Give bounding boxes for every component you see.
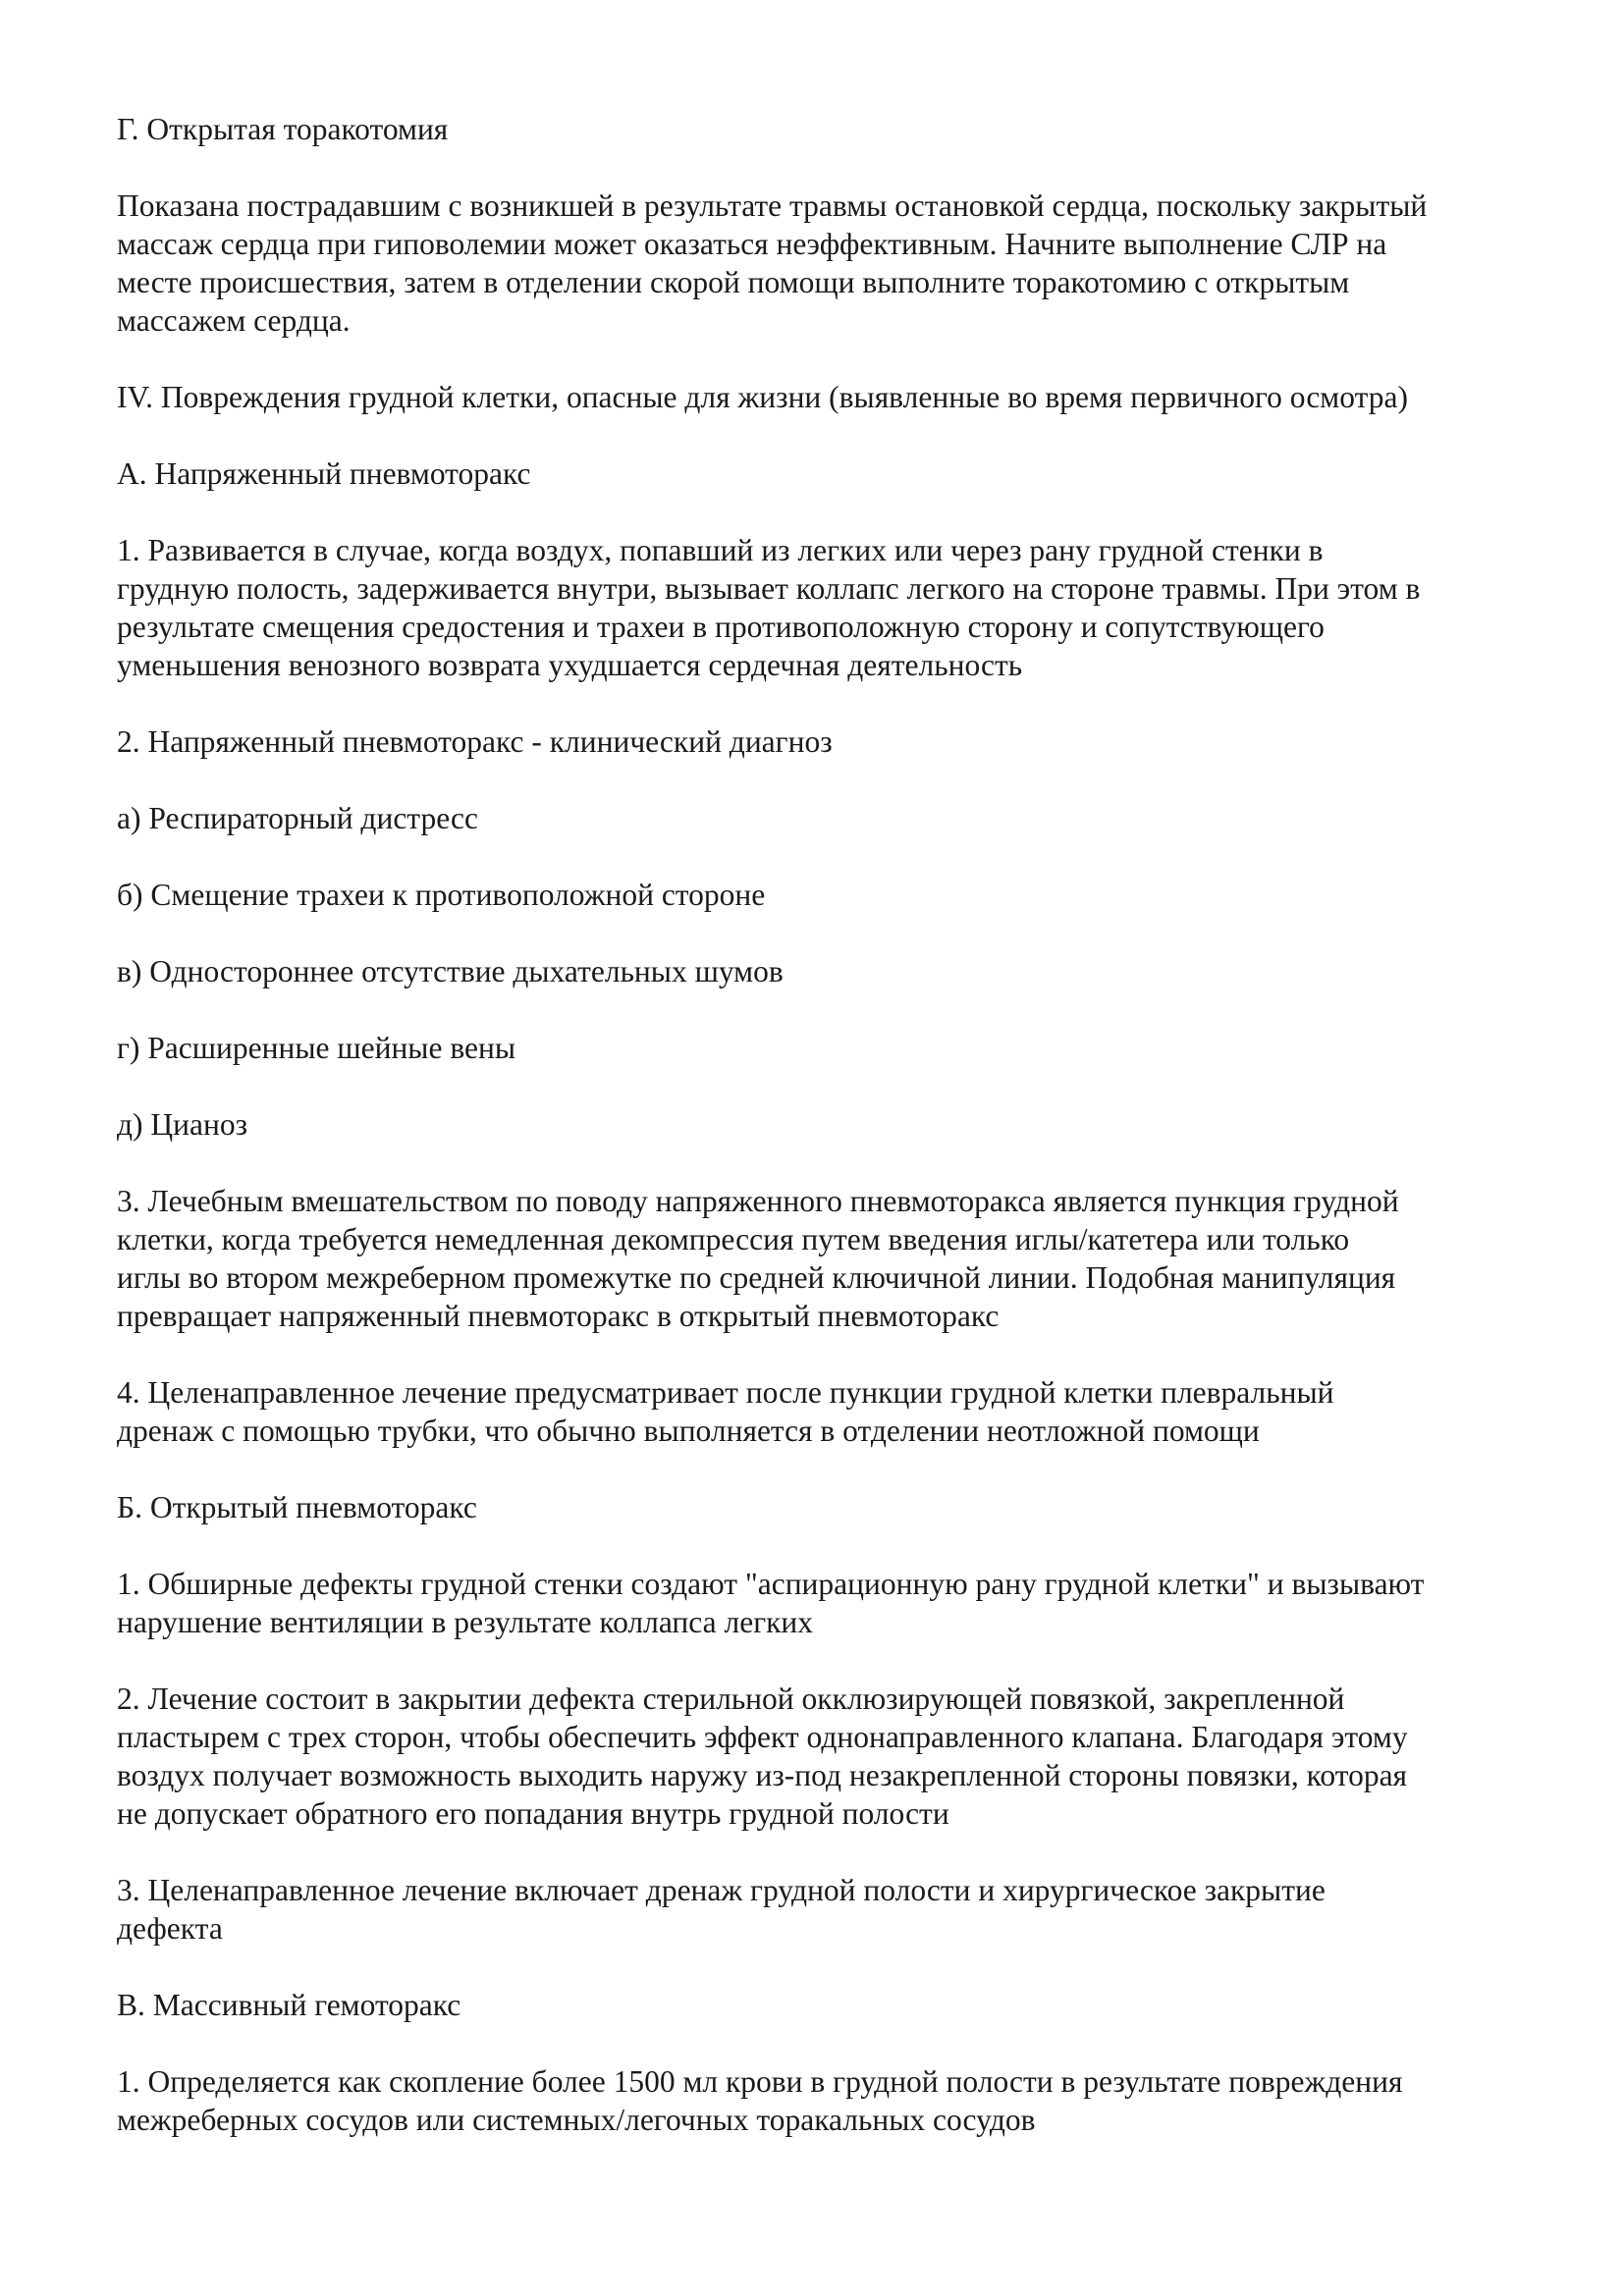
- paragraph-tension-pneumothorax-4: 4. Целенаправленное лечение предусматривает после пункции грудной клетки плевральный дренаж с помощью трубки, что обычно выполняется в отделении неотложной помощи: [117, 1375, 1334, 1448]
- subsection-heading-open-pneumothorax: Б. Открытый пневмоторакс: [117, 1490, 477, 1524]
- section-heading-open-thoracotomy: Г. Открытая торакотомия: [117, 112, 449, 146]
- paragraph-open-pneumothorax-2: 2. Лечение состоит в закрытии дефекта стерильной окклюзирующей повязкой, закрепленной пластырем с трех сторон, чтобы обеспечить эффект однонаправленного клапана. Благодаря этому воздух получает возможность выходить наружу из-под незакрепленной стороны повязки, которая не допускает обратного его попадания внутрь грудной полости: [117, 1682, 1408, 1831]
- subsection-heading-tension-pneumothorax: А. Напряженный пневмоторакс: [117, 456, 531, 491]
- subsection-heading-massive-hemothorax: В. Массивный гемоторакс: [117, 1988, 461, 2022]
- list-item-symptom-b: б) Смещение трахеи к противоположной стороне: [117, 878, 766, 912]
- list-item-symptom-d: д) Цианоз: [117, 1107, 248, 1142]
- paragraph-thoracotomy-indication: Показана пострадавшим с возникшей в результате травмы остановкой сердца, поскольку закрытый массаж сердца при гиповолемии может оказаться неэффективным. Начните выполнение СЛР на месте происшествия, затем в отделении скорой помощи выполните торакотомию с открытым массажем сердца.: [117, 188, 1428, 338]
- section-heading-chest-injuries: IV. Повреждения грудной клетки, опасные для жизни (выявленные во время первичного осмотра): [117, 380, 1408, 414]
- paragraph-open-pneumothorax-1: 1. Обширные дефекты грудной стенки создают "аспирационную рану грудной клетки" и вызывают нарушение вентиляции в результате коллапса легких: [117, 1567, 1425, 1639]
- list-item-symptom-v: в) Одностороннее отсутствие дыхательных шумов: [117, 954, 784, 988]
- paragraph-massive-hemothorax-1: 1. Определяется как скопление более 1500 мл крови в грудной полости в результате повреждения межреберных сосудов или системных/легочных торакальных сосудов: [117, 2064, 1403, 2137]
- list-item-symptom-g: г) Расширенные шейные вены: [117, 1031, 516, 1065]
- paragraph-open-pneumothorax-3: 3. Целенаправленное лечение включает дренаж грудной полости и хирургическое закрытие дефекта: [117, 1873, 1326, 1946]
- paragraph-tension-pneumothorax-3: 3. Лечебным вмешательством по поводу напряженного пневмоторакса является пункция грудной клетки, когда требуется немедленная декомпрессия путем введения иглы/катетера или только иглы во втором межреберном промежутке по средней ключичной линии. Подобная манипуляция превращает напряженный пневмоторакс в открытый пневмоторакс: [117, 1184, 1399, 1333]
- list-item-symptom-a: а) Респираторный дистресс: [117, 801, 478, 835]
- paragraph-tension-pneumothorax-1: 1. Развивается в случае, когда воздух, попавший из легких или через рану грудной стенки в грудную полость, задерживается внутри, вызывает коллапс легкого на стороне травмы. При этом в результате смещения средостения и трахеи в противоположную сторону и сопутствующего уменьшения венозного возврата ухудшается сердечная деятельность: [117, 533, 1421, 682]
- paragraph-tension-pneumothorax-2: 2. Напряженный пневмоторакс - клинический диагноз: [117, 724, 833, 759]
- document-page: [117, 110, 1531, 2177]
